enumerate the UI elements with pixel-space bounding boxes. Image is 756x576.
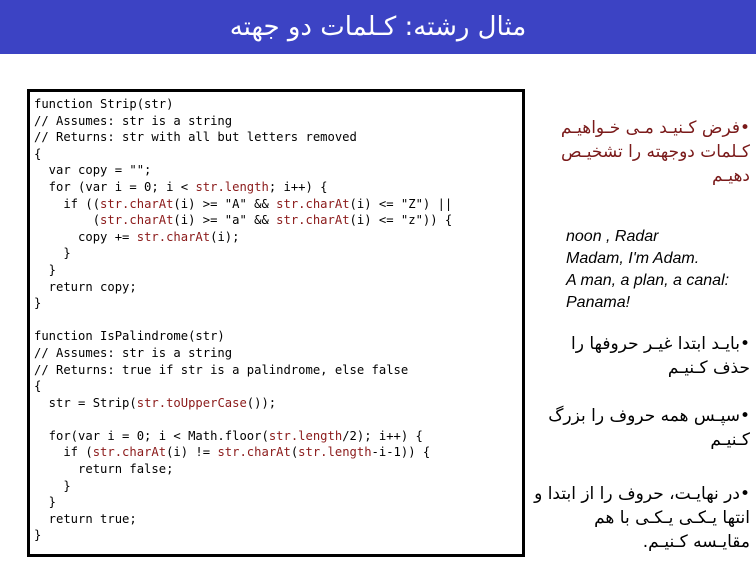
code-line: copy += str.charAt(i);: [34, 229, 240, 244]
slide-title: مثال رشته: کـلمات دو جهته: [229, 12, 527, 42]
code-line: }: [34, 262, 57, 277]
code-line: }: [34, 296, 42, 311]
code-line: }: [34, 495, 57, 510]
code-line: [34, 312, 518, 329]
code-box: [27, 89, 525, 557]
title-bar: [0, 0, 756, 54]
example-line-1: noon , Radar: [566, 228, 659, 245]
code-line: }: [34, 528, 42, 543]
code-line: for(var i = 0; i < Math.floor(str.length/2); i++) {: [34, 428, 423, 443]
code-line: // Assumes: str is a string: [34, 113, 233, 128]
example-line-3: A man, a plan, a canal: Panama!: [566, 272, 730, 311]
examples: [566, 226, 746, 314]
bullet-detect-palindromes: •فرض کـنیـد مـی خـواهیـم کـلمات دوجهته را تشخیـص دهیـم: [560, 118, 750, 186]
code-line: if (str.charAt(i) != str.charAt(str.length-i-1)) {: [34, 445, 431, 460]
code-line: }: [34, 246, 71, 261]
code-line: return true;: [34, 511, 137, 526]
code-line: }: [34, 478, 71, 493]
code-line: return copy;: [34, 279, 137, 294]
code-line: [34, 411, 518, 428]
code-line: // Returns: str with all but letters removed: [34, 130, 357, 145]
bullet-remove-nonletters: •بایـد ابتدا غیـر حروفها را حذف کـنیـم: [571, 334, 750, 378]
right-panel: [528, 100, 750, 570]
bullet-uppercase: •سپـس همه حروف را بزرگ کـنیـم: [548, 406, 750, 450]
code-line: if ((str.charAt(i) >= "A" && str.charAt(i) <= "Z") ||: [34, 196, 453, 211]
code-line: // Returns: true if str is a palindrome, else false: [34, 362, 409, 377]
bullet-compare-ends: •در نهایـت، حروف را از ابتدا و انتها یـکـی یـکـی با هم مقایـسه کـنیـم.: [534, 484, 750, 552]
code-line: return false;: [34, 462, 174, 477]
code-line: function IsPalindrome(str): [34, 329, 225, 344]
code-line: function Strip(str): [34, 97, 174, 111]
code-line: // Assumes: str is a string: [34, 345, 233, 360]
code-line: (str.charAt(i) >= "a" && str.charAt(i) <= "z")) {: [34, 213, 453, 228]
code-line: str = Strip(str.toUpperCase());: [34, 395, 277, 410]
code-line: {: [34, 379, 42, 394]
code-line: var copy = "";: [34, 163, 152, 178]
code-line: {: [34, 146, 42, 161]
code-line: for (var i = 0; i < str.length; i++) {: [34, 179, 328, 194]
example-line-2: Madam, I'm Adam.: [566, 250, 700, 267]
